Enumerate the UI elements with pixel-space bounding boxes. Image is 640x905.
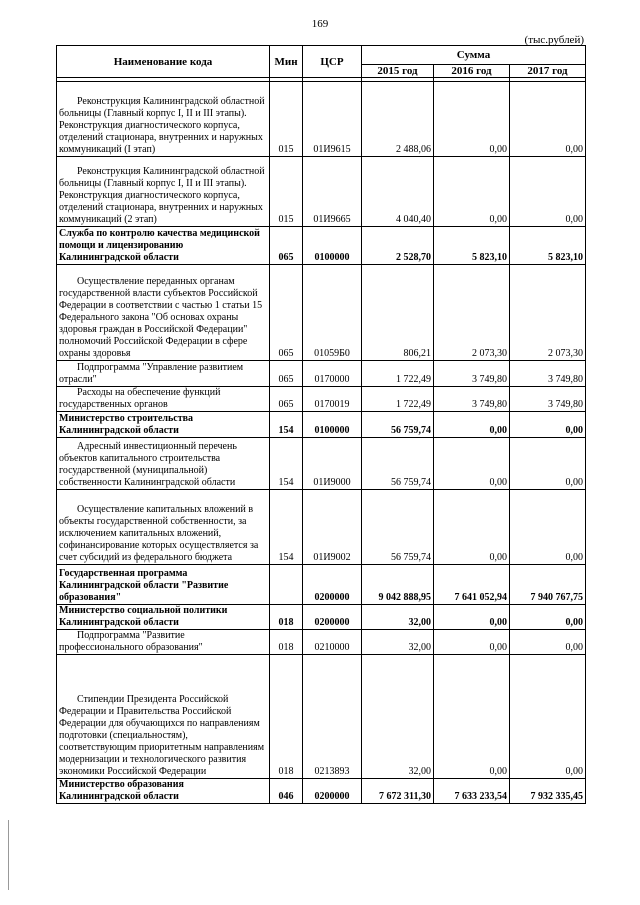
row-2017: 2 073,30 (510, 265, 586, 361)
row-min: 015 (270, 82, 303, 157)
row-min: 065 (270, 361, 303, 387)
table-row (57, 265, 586, 361)
row-2015: 2 528,70 (362, 227, 434, 265)
row-name: Реконструкция Калининградской областной больницы (Главный корпус I, II и III этапы). Реконструкция диагностического корпуса, отделений стационара, внутренних и наружных коммуникаций (2 этап) (57, 157, 270, 227)
header-min: Мин (270, 46, 303, 78)
row-min: 018 (270, 655, 303, 779)
table-row (57, 438, 586, 490)
row-csr: 01И9002 (303, 490, 362, 565)
row-2017: 7 940 767,75 (510, 565, 586, 605)
row-name: Стипендии Президента Российской Федерации и Правительства Российской Федерации для обучающихся по направлениям подготовки (специальностям), соответствующим приоритетным направлениям модернизации и технологического развития экономики Российской Федерации (57, 655, 270, 779)
row-2015: 806,21 (362, 265, 434, 361)
row-min: 154 (270, 438, 303, 490)
margin-mark (8, 820, 9, 890)
row-name: Подпрограмма "Развитие профессионального образования" (57, 630, 270, 655)
table-row (57, 82, 586, 157)
row-2017: 3 749,80 (510, 361, 586, 387)
row-2016: 0,00 (434, 157, 510, 227)
row-min: 154 (270, 412, 303, 438)
row-2015: 1 722,49 (362, 387, 434, 412)
row-2016: 0,00 (434, 490, 510, 565)
row-csr: 0200000 (303, 605, 362, 630)
row-csr: 0200000 (303, 565, 362, 605)
row-min: 065 (270, 387, 303, 412)
row-2016: 0,00 (434, 438, 510, 490)
row-2015: 2 488,06 (362, 82, 434, 157)
budget-table (56, 45, 586, 804)
row-2017: 0,00 (510, 655, 586, 779)
header-csr: ЦСР (303, 46, 362, 78)
row-2017: 0,00 (510, 157, 586, 227)
row-name: Адресный инвестиционный перечень объектов капитального строительства государственной (муниципальной) собственности Калининградской области (57, 438, 270, 490)
row-csr: 0100000 (303, 412, 362, 438)
row-2017: 5 823,10 (510, 227, 586, 265)
row-2015: 56 759,74 (362, 438, 434, 490)
header-year-2017: 2017 год (510, 65, 586, 78)
row-2015: 7 672 311,30 (362, 779, 434, 804)
row-csr: 01И9665 (303, 157, 362, 227)
row-min: 015 (270, 157, 303, 227)
row-name: Осуществление капитальных вложений в объекты государственной собственности, за исключением капитальных вложений, софинансирование которых осуществляется за счет субсидий из федерального бюджета (57, 490, 270, 565)
row-2015: 32,00 (362, 605, 434, 630)
row-2016: 2 073,30 (434, 265, 510, 361)
row-name: Государственная программа Калининградской области "Развитие образования" (57, 565, 270, 605)
row-csr: 01И9615 (303, 82, 362, 157)
row-csr: 0170000 (303, 361, 362, 387)
row-min: 018 (270, 605, 303, 630)
table-row (57, 412, 586, 438)
row-2016: 0,00 (434, 630, 510, 655)
row-csr: 0100000 (303, 227, 362, 265)
units-label: (тыс.рублей) (524, 34, 584, 46)
row-name: Служба по контролю качества медицинской помощи и лицензированию Калининградской области (57, 227, 270, 265)
row-name: Реконструкция Калининградской областной больницы (Главный корпус I, II и III этапы). Реконструкция диагностического корпуса, отделений стационара, внутренних и наружных коммуникаций (I этап) (57, 82, 270, 157)
row-csr: 0210000 (303, 630, 362, 655)
table-row (57, 387, 586, 412)
row-2017: 7 932 335,45 (510, 779, 586, 804)
row-2015: 9 042 888,95 (362, 565, 434, 605)
page-number: 169 (311, 18, 329, 30)
row-2016: 5 823,10 (434, 227, 510, 265)
row-2017: 0,00 (510, 438, 586, 490)
row-2016: 7 633 233,54 (434, 779, 510, 804)
row-2016: 0,00 (434, 412, 510, 438)
row-2017: 3 749,80 (510, 387, 586, 412)
row-2015: 56 759,74 (362, 490, 434, 565)
row-2015: 4 040,40 (362, 157, 434, 227)
row-csr: 0200000 (303, 779, 362, 804)
row-min: 065 (270, 227, 303, 265)
row-2016: 0,00 (434, 82, 510, 157)
row-name: Расходы на обеспечение функций государственных органов (57, 387, 270, 412)
header-year-2016: 2016 год (434, 65, 510, 78)
row-csr: 01И9000 (303, 438, 362, 490)
row-min: 018 (270, 630, 303, 655)
header-year-2015: 2015 год (362, 65, 434, 78)
row-name: Подпрограмма "Управление развитием отрасли" (57, 361, 270, 387)
row-csr: 01059Б0 (303, 265, 362, 361)
row-2015: 32,00 (362, 630, 434, 655)
table-row (57, 655, 586, 779)
table-row (57, 605, 586, 630)
table-row (57, 157, 586, 227)
header-sum: Сумма (362, 46, 586, 65)
table-body (57, 78, 586, 804)
row-min: 046 (270, 779, 303, 804)
row-2017: 0,00 (510, 412, 586, 438)
row-2015: 56 759,74 (362, 412, 434, 438)
table-row (57, 630, 586, 655)
row-2015: 1 722,49 (362, 361, 434, 387)
row-2016: 7 641 052,94 (434, 565, 510, 605)
row-2016: 0,00 (434, 605, 510, 630)
row-2017: 0,00 (510, 630, 586, 655)
row-2016: 3 749,80 (434, 387, 510, 412)
row-2016: 0,00 (434, 655, 510, 779)
row-2017: 0,00 (510, 490, 586, 565)
row-name: Министерство строительства Калининградской области (57, 412, 270, 438)
row-2017: 0,00 (510, 605, 586, 630)
row-min (270, 565, 303, 605)
table-row (57, 565, 586, 605)
table-row (57, 779, 586, 804)
table-row (57, 490, 586, 565)
row-2017: 0,00 (510, 82, 586, 157)
row-name: Министерство образования Калининградской области (57, 779, 270, 804)
header-name: Наименование кода (57, 46, 270, 78)
table-row (57, 227, 586, 265)
row-name: Осуществление переданных органам государственной власти субъектов Российской Федерации в соответствии с частью 1 статьи 15 Федерального закона "Об основах охраны здоровья граждан в Российской Федерации" полномочий Российской Федерации в сфере охраны здоровья (57, 265, 270, 361)
row-min: 065 (270, 265, 303, 361)
table-row (57, 361, 586, 387)
row-2015: 32,00 (362, 655, 434, 779)
row-min: 154 (270, 490, 303, 565)
row-2016: 3 749,80 (434, 361, 510, 387)
row-csr: 0170019 (303, 387, 362, 412)
row-csr: 0213893 (303, 655, 362, 779)
row-name: Министерство социальной политики Калининградской области (57, 605, 270, 630)
